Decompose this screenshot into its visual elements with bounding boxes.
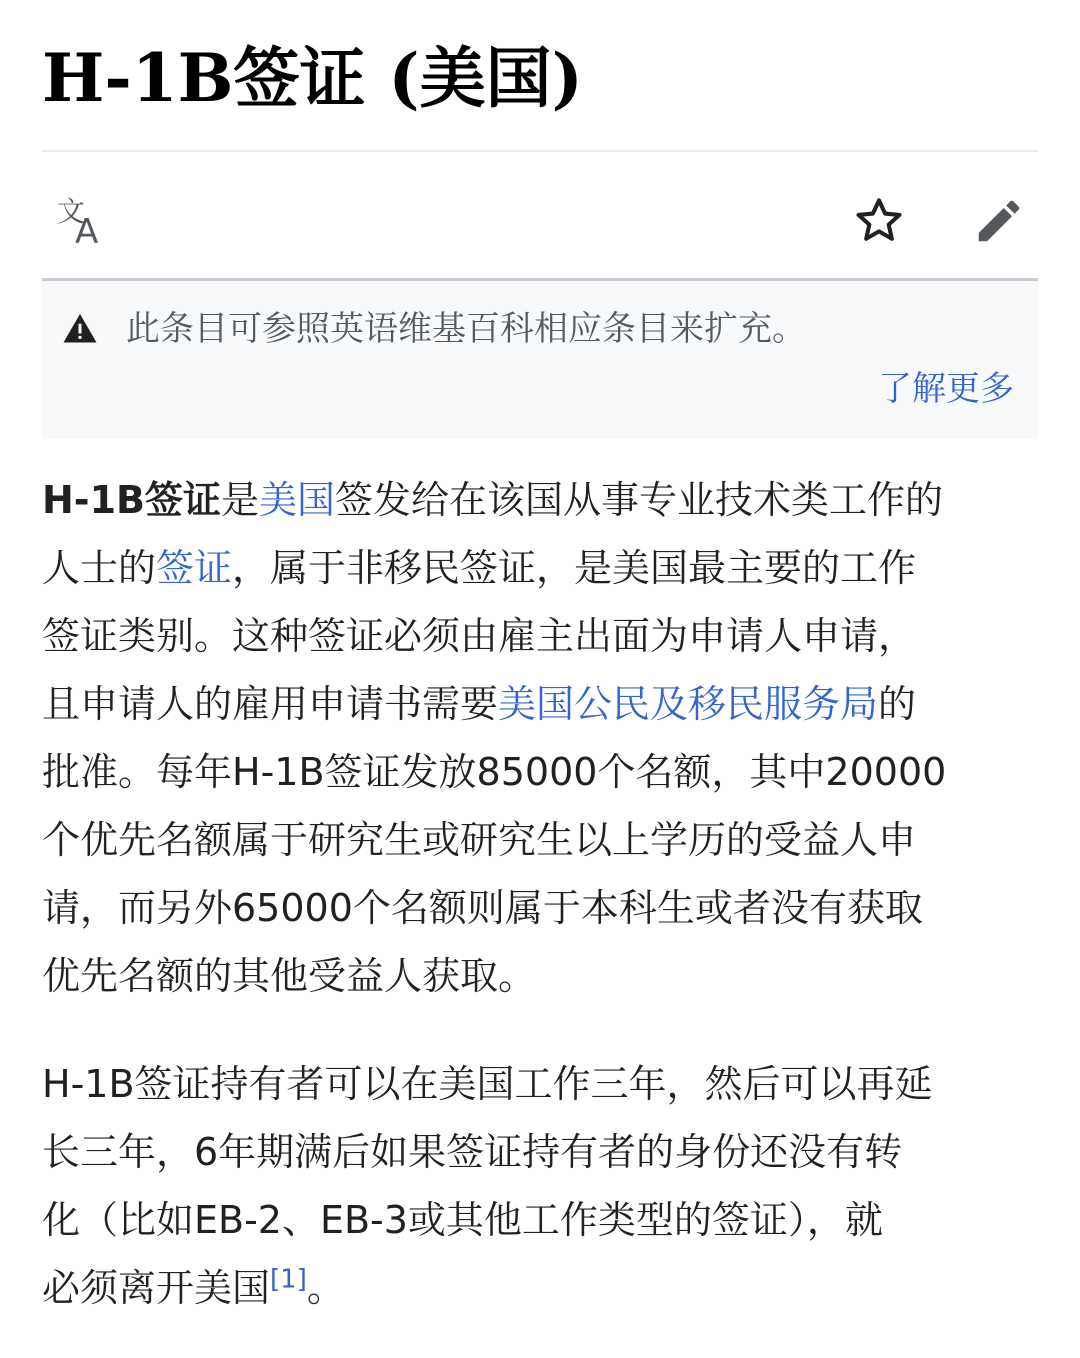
text-run: 且申请人的雇用申请书需要 bbox=[42, 682, 499, 726]
star-icon bbox=[852, 194, 906, 248]
paragraph-line bbox=[42, 534, 1038, 602]
paragraph-line: 批准。每年H-1B签证发放85000个名额，其中20000 bbox=[42, 750, 947, 794]
text-run: 。 bbox=[306, 1266, 345, 1310]
text-run: 签发给在该国从事专业技术类工作的 bbox=[335, 478, 944, 522]
text-run: 人士的 bbox=[42, 546, 157, 590]
language-button[interactable] bbox=[46, 186, 116, 256]
paragraph-line: 长三年，6年期满后如果签证持有者的身份还没有转 bbox=[42, 1130, 903, 1174]
paragraph-line: 化（比如EB-2、EB-3或其他工作类型的签证），就 bbox=[42, 1198, 883, 1242]
translate-icon bbox=[51, 191, 111, 251]
paragraph-line: 签证类别。这种签证必须由雇主出面为申请人申请， bbox=[42, 614, 917, 658]
watch-star-button[interactable] bbox=[844, 186, 914, 256]
text-run: 的 bbox=[878, 682, 917, 726]
paragraph-line bbox=[42, 1254, 1038, 1322]
learn-more-link[interactable]: 了解更多 bbox=[878, 369, 1014, 409]
notice-text: 此条目可参照英语维基百科相应条目来扩充。 bbox=[126, 309, 806, 349]
page-title: H-1B签证 (美国) bbox=[42, 39, 583, 117]
pencil-icon bbox=[972, 194, 1026, 248]
article-subject-bold: H-1B签证 bbox=[42, 478, 221, 522]
paragraph-line bbox=[42, 466, 1038, 534]
reference-link-1[interactable]: [1] bbox=[270, 1264, 307, 1295]
paragraph-line bbox=[42, 670, 1038, 738]
paragraph-line: 个优先名额属于研究生或研究生以上学历的受益人申 bbox=[42, 818, 917, 862]
paragraph-line: 请，而另外65000个名额则属于本科生或者没有获取 bbox=[42, 886, 923, 930]
title-divider bbox=[42, 150, 1038, 152]
page-actions-toolbar bbox=[42, 160, 1038, 278]
text-run: 必须离开美国 bbox=[42, 1266, 271, 1310]
paragraph-line: H-1B签证持有者可以在美国工作三年，然后可以再延 bbox=[42, 1062, 933, 1106]
edit-button[interactable] bbox=[964, 186, 1034, 256]
article-paragraph-1 bbox=[42, 466, 1038, 1010]
svg-text:A: A bbox=[75, 212, 99, 251]
text-run: ，属于非移民签证，是美国最主要的工作 bbox=[232, 546, 917, 590]
expansion-notice-box bbox=[42, 281, 1038, 439]
link-usa[interactable]: 美国 bbox=[259, 478, 336, 522]
svg-text:文: 文 bbox=[57, 195, 86, 228]
warning-triangle-icon bbox=[62, 311, 98, 347]
link-visa[interactable]: 签证 bbox=[156, 546, 233, 590]
paragraph-line: 优先名额的其他受益人获取。 bbox=[42, 954, 537, 998]
link-uscis[interactable]: 美国公民及移民服务局 bbox=[498, 682, 879, 726]
text-run: 是 bbox=[220, 478, 259, 522]
article-paragraph-2 bbox=[42, 1050, 1038, 1322]
